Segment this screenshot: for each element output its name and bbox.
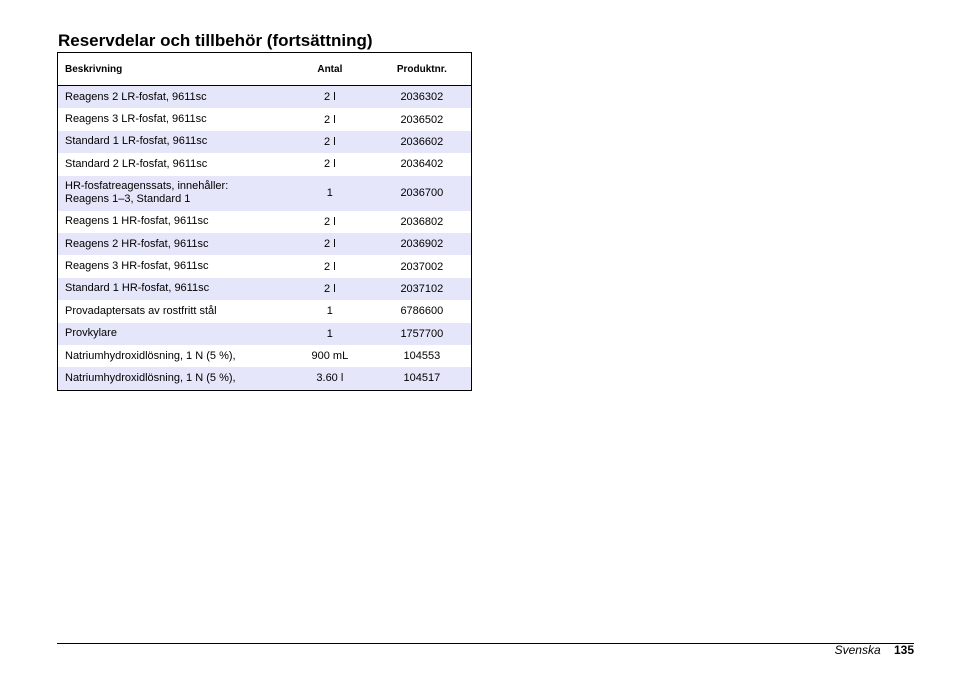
cell-description (58, 233, 288, 255)
table-row (58, 153, 472, 175)
description-line: Provkylare (65, 327, 117, 340)
cell-description (58, 255, 288, 277)
page-title: Reservdelar och tillbehör (fortsättning) (58, 31, 373, 50)
cell-quantity: 1 (287, 323, 373, 345)
header-product-number: Produktnr. (373, 53, 472, 86)
cell-product-number: 2036902 (373, 233, 472, 255)
description-line: Reagens 3 LR-fosfat, 9611sc (65, 113, 207, 126)
table-row (58, 108, 472, 130)
cell-product-number: 1757700 (373, 323, 472, 345)
cell-quantity: 2 l (287, 278, 373, 300)
cell-product-number: 6786600 (400, 305, 444, 318)
cell-product-number: 2036302 (373, 86, 472, 109)
description-line: Natriumhydroxidlösning, 1 N (5 %), (65, 349, 236, 362)
description-line: Reagens 3 HR-fosfat, 9611sc (65, 260, 209, 273)
description-line: Provadaptersats av rostfritt stål (65, 304, 217, 317)
page-footer (835, 643, 914, 657)
cell-description (58, 176, 288, 211)
description-line: Reagens 2 LR-fosfat, 9611sc (65, 90, 207, 103)
cell-product-number: 2036602 (373, 131, 472, 153)
cell-description (58, 323, 288, 345)
cell-product-number: 2037102 (373, 278, 472, 300)
cell-quantity: 3.60 l (287, 367, 373, 390)
cell-description (58, 211, 288, 233)
table-row (58, 233, 472, 255)
header-description: Beskrivning (58, 53, 288, 86)
cell-description (58, 367, 288, 390)
cell-quantity: 900 mL (311, 350, 349, 363)
page-number: 135 (893, 643, 914, 657)
cell-description (58, 300, 288, 322)
table-row (58, 323, 472, 345)
cell-quantity: 1 (326, 305, 333, 318)
table-row (58, 131, 472, 153)
cell-quantity: 1 (287, 176, 373, 211)
table-row (58, 86, 472, 109)
cell-quantity: 2 l (324, 113, 336, 126)
cell-quantity: 2 l (324, 158, 336, 171)
table-row (58, 300, 472, 322)
cell-quantity: 2 l (324, 260, 336, 273)
cell-description (58, 345, 288, 367)
cell-quantity: 2 l (287, 233, 373, 255)
table-row (58, 345, 472, 367)
cell-product-number: 2036802 (400, 215, 444, 228)
footer-rule (57, 643, 914, 644)
cell-quantity: 2 l (324, 215, 336, 228)
table-row (58, 255, 472, 277)
cell-description (58, 131, 288, 153)
description-line: HR-fosfatreagenssats, innehåller: (65, 180, 229, 193)
parts-table (57, 52, 472, 391)
description-line: Reagens 2 HR-fosfat, 9611sc (65, 237, 209, 250)
cell-description (58, 153, 288, 175)
cell-description (58, 108, 288, 130)
table-row (58, 278, 472, 300)
table-row (58, 176, 472, 211)
cell-quantity: 2 l (287, 131, 373, 153)
cell-product-number: 2036502 (400, 113, 444, 126)
description-line: Reagens 1 HR-fosfat, 9611sc (65, 215, 209, 228)
cell-product-number: 104517 (373, 367, 472, 390)
table-row (58, 211, 472, 233)
footer-language: Svenska (834, 643, 881, 657)
description-line: Standard 2 LR-fosfat, 9611sc (65, 157, 208, 170)
description-line: Reagens 1–3, Standard 1 (65, 193, 191, 206)
cell-product-number: 2037002 (400, 260, 444, 273)
cell-product-number: 104553 (403, 350, 441, 363)
description-line: Standard 1 LR-fosfat, 9611sc (65, 135, 208, 148)
table-row (58, 367, 472, 390)
cell-product-number: 2036402 (400, 158, 444, 171)
description-line: Natriumhydroxidlösning, 1 N (5 %), (65, 371, 236, 384)
cell-quantity: 2 l (287, 86, 373, 109)
cell-product-number: 2036700 (373, 176, 472, 211)
description-line: Standard 1 HR-fosfat, 9611sc (65, 282, 210, 295)
cell-description (58, 278, 288, 300)
table-header-row (58, 53, 472, 86)
header-quantity: Antal (287, 53, 373, 86)
cell-description (58, 86, 288, 109)
